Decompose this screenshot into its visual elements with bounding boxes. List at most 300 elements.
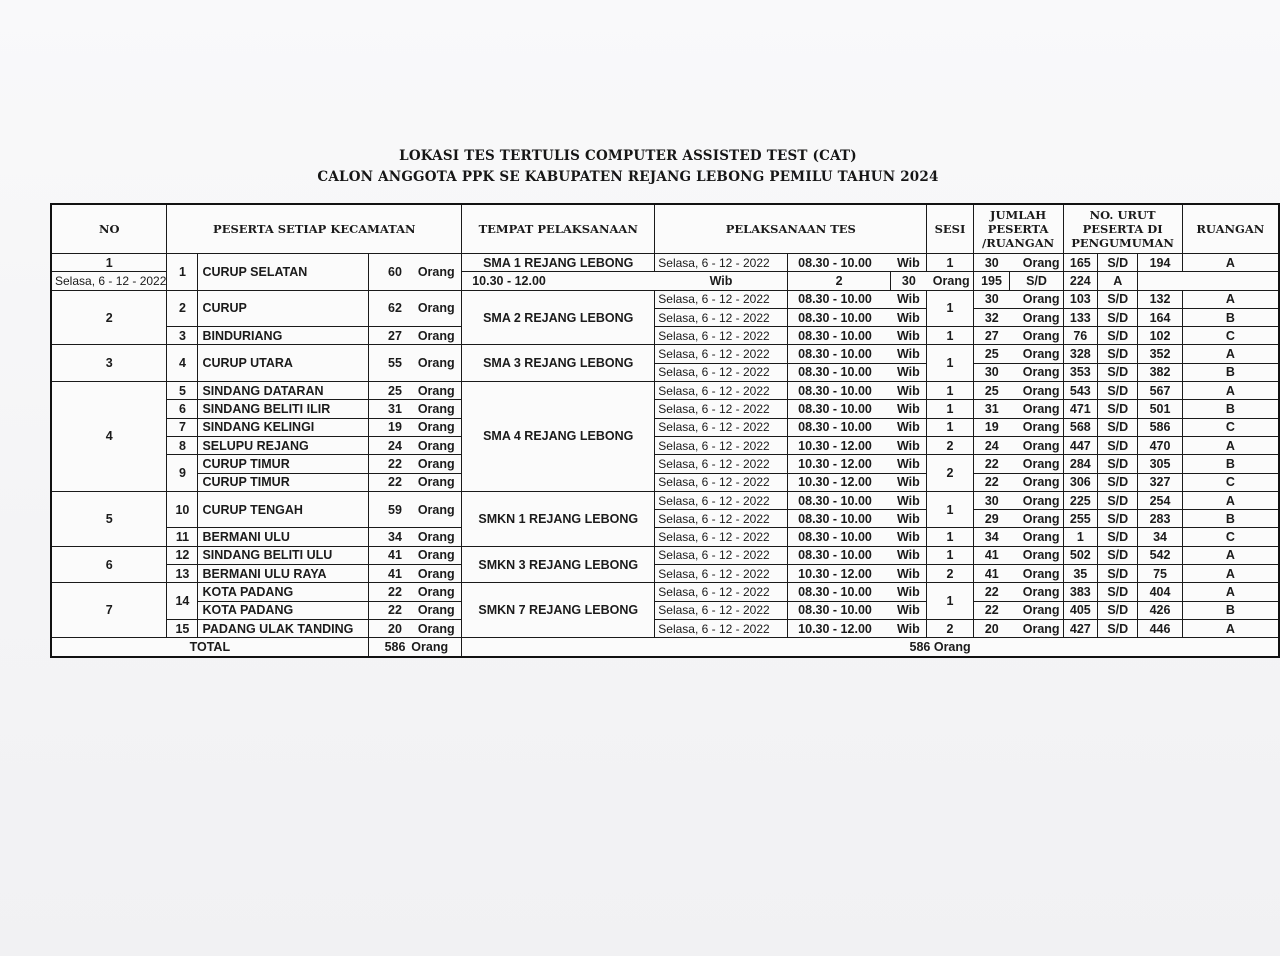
kecamatan-unit: Orang [409,619,461,637]
tempat-pelaksanaan: SMA 1 REJANG LEBONG [462,254,655,272]
table-row [51,565,1279,583]
session-ruangan: A [1182,436,1279,454]
session-date: Selasa, 6 - 12 - 2022 [655,382,788,400]
session-urut-from: 76 [1063,327,1098,345]
kecamatan-name: SINDANG KELINGI [198,418,368,436]
session-unit: Orang [1010,436,1063,454]
session-jumlah: 41 [973,546,1010,564]
session-ruangan: B [1182,308,1279,326]
table-row [51,473,1279,491]
kecamatan-name: SELUPU REJANG [198,436,368,454]
session-time: 08.30 - 10.00 [788,601,891,619]
session-wib: Wib [890,327,926,345]
document-title-line-1: LOKASI TES TERTULIS COMPUTER ASSISTED TEST (CAT) [399,148,857,164]
header-jumlah-line3: /RUANGAN [982,236,1055,250]
session-urut-from: 195 [973,272,1010,290]
kecamatan-no: 4 [167,345,198,382]
session-ruangan: C [1182,418,1279,436]
tempat-pelaksanaan: SMA 3 REJANG LEBONG [462,345,655,382]
kecamatan-unit: Orang [409,601,461,619]
kecamatan-name: KOTA PADANG [198,583,368,601]
session-wib: Wib [890,308,926,326]
kecamatan-name: KOTA PADANG [198,601,368,619]
session-sesi: 1 [927,254,973,272]
session-date: Selasa, 6 - 12 - 2022 [655,290,788,308]
session-ruangan: A [1182,491,1279,509]
session-wib: Wib [890,473,926,491]
kecamatan-no: 7 [167,418,198,436]
kecamatan-count: 24 [368,436,409,454]
session-time: 08.30 - 10.00 [788,327,891,345]
session-time: 10.30 - 12.00 [462,272,655,290]
kecamatan-count: 34 [368,528,409,546]
group-no: 4 [51,382,167,492]
session-date: Selasa, 6 - 12 - 2022 [655,418,788,436]
kecamatan-count: 22 [368,601,409,619]
session-time: 10.30 - 12.00 [788,436,891,454]
session-jumlah: 30 [973,491,1010,509]
session-date: Selasa, 6 - 12 - 2022 [655,528,788,546]
session-unit: Orang [1010,400,1063,418]
table-row [51,583,1279,601]
kecamatan-no: 11 [167,528,198,546]
session-urut-from: 284 [1063,455,1098,473]
session-date: Selasa, 6 - 12 - 2022 [655,254,788,272]
session-date: Selasa, 6 - 12 - 2022 [655,345,788,363]
session-time: 08.30 - 10.00 [788,382,891,400]
session-jumlah: 22 [973,455,1010,473]
session-ruangan: A [1182,382,1279,400]
header-tempat: TEMPAT PELAKSANAAN [462,204,655,254]
kecamatan-no: 1 [167,254,198,291]
table-header-row [51,204,1279,254]
session-sesi: 1 [927,528,973,546]
session-date: Selasa, 6 - 12 - 2022 [655,546,788,564]
kecamatan-unit: Orang [409,473,461,491]
session-urut-to: 34 [1138,528,1182,546]
session-sd: S/D [1098,345,1138,363]
session-sd: S/D [1098,290,1138,308]
session-unit: Orang [1010,455,1063,473]
kecamatan-unit: Orang [409,455,461,473]
session-date: Selasa, 6 - 12 - 2022 [655,400,788,418]
session-unit: Orang [1010,363,1063,381]
kecamatan-count: 22 [368,583,409,601]
session-unit: Orang [1010,418,1063,436]
session-sd: S/D [1098,510,1138,528]
session-urut-to: 446 [1138,619,1182,637]
session-sesi: 1 [927,382,973,400]
session-time: 10.30 - 12.00 [788,473,891,491]
kecamatan-unit: Orang [409,382,461,400]
header-jumlah [973,204,1063,254]
group-no: 1 [51,254,167,272]
session-urut-to: 327 [1138,473,1182,491]
session-ruangan: B [1182,363,1279,381]
tempat-pelaksanaan: SMA 4 REJANG LEBONG [462,382,655,492]
kecamatan-unit: Orang [409,418,461,436]
total-row [51,638,1279,657]
header-sesi: SESI [927,204,973,254]
session-urut-from: 165 [1063,254,1098,272]
header-jumlah-line2: PESERTA [987,222,1049,236]
kecamatan-unit: Orang [409,491,461,528]
group-no: 5 [51,491,167,546]
header-ruangan: RUANGAN [1182,204,1279,254]
session-sd: S/D [1098,418,1138,436]
session-urut-to: 542 [1138,546,1182,564]
total-label: TOTAL [51,638,368,657]
session-urut-from: 383 [1063,583,1098,601]
kecamatan-no: 3 [167,327,198,345]
session-urut-to: 194 [1138,254,1182,272]
session-time: 08.30 - 10.00 [788,546,891,564]
kecamatan-no: 8 [167,436,198,454]
header-jumlah-line1: JUMLAH [990,208,1047,222]
session-urut-to: 470 [1138,436,1182,454]
session-sd: S/D [1098,619,1138,637]
session-urut-to: 382 [1138,363,1182,381]
session-sd: S/D [1098,254,1138,272]
session-jumlah: 20 [973,619,1010,637]
session-sd: S/D [1098,308,1138,326]
kecamatan-name: CURUP TIMUR [198,473,368,491]
session-unit: Orang [1010,491,1063,509]
kecamatan-no: 15 [167,619,198,637]
session-time: 08.30 - 10.00 [788,583,891,601]
session-jumlah: 19 [973,418,1010,436]
session-sd: S/D [1098,382,1138,400]
session-urut-from: 225 [1063,491,1098,509]
session-urut-to: 164 [1138,308,1182,326]
session-date: Selasa, 6 - 12 - 2022 [51,272,167,290]
kecamatan-name: CURUP SELATAN [198,254,368,291]
document-title-line-2: CALON ANGGOTA PPK SE KABUPATEN REJANG LEBONG PEMILU TAHUN 2024 [317,169,939,185]
kecamatan-no: 6 [167,400,198,418]
table-row [51,418,1279,436]
session-time: 08.30 - 10.00 [788,254,891,272]
session-ruangan: A [1098,272,1138,290]
session-sd: S/D [1098,491,1138,509]
session-ruangan: A [1182,254,1279,272]
session-sesi: 2 [927,455,973,492]
session-wib: Wib [890,382,926,400]
session-time: 08.30 - 10.00 [788,491,891,509]
session-ruangan: B [1182,510,1279,528]
session-urut-from: 133 [1063,308,1098,326]
session-urut-from: 103 [1063,290,1098,308]
session-wib: Wib [890,601,926,619]
session-ruangan: C [1182,327,1279,345]
session-wib: Wib [890,436,926,454]
group-no: 2 [51,290,167,345]
session-time: 08.30 - 10.00 [788,363,891,381]
kecamatan-name: CURUP [198,290,368,327]
session-date: Selasa, 6 - 12 - 2022 [655,491,788,509]
group-no: 3 [51,345,167,382]
group-no: 7 [51,583,167,638]
session-urut-from: 35 [1063,565,1098,583]
total-right: 586 Orang [462,638,1279,657]
session-jumlah: 30 [890,272,926,290]
session-unit: Orang [1010,254,1063,272]
session-sesi: 1 [927,400,973,418]
table-row [51,455,1279,473]
kecamatan-unit: Orang [409,327,461,345]
session-time: 08.30 - 10.00 [788,418,891,436]
kecamatan-count: 59 [368,491,409,528]
session-date: Selasa, 6 - 12 - 2022 [655,510,788,528]
session-sd: S/D [1098,528,1138,546]
session-sesi: 1 [927,418,973,436]
session-sesi: 1 [927,327,973,345]
session-wib: Wib [890,418,926,436]
kecamatan-count: 27 [368,327,409,345]
session-unit: Orang [1010,619,1063,637]
session-jumlah: 27 [973,327,1010,345]
tempat-pelaksanaan: SMKN 3 REJANG LEBONG [462,546,655,583]
table-row [51,546,1279,564]
kecamatan-no: 12 [167,546,198,564]
session-sd: S/D [1098,565,1138,583]
session-sd: S/D [1098,436,1138,454]
session-sesi: 1 [927,290,973,327]
tempat-pelaksanaan: SMA 2 REJANG LEBONG [462,290,655,345]
table-body [51,254,1279,657]
kecamatan-count: 55 [368,345,409,382]
session-date: Selasa, 6 - 12 - 2022 [655,327,788,345]
session-ruangan: C [1182,473,1279,491]
session-unit: Orang [1010,345,1063,363]
kecamatan-count: 19 [368,418,409,436]
kecamatan-unit: Orang [409,400,461,418]
session-wib: Wib [890,510,926,528]
session-jumlah: 32 [973,308,1010,326]
kecamatan-unit: Orang [409,345,461,382]
kecamatan-no: 9 [167,455,198,492]
session-jumlah: 30 [973,363,1010,381]
session-sd: S/D [1098,455,1138,473]
session-urut-to: 224 [1063,272,1098,290]
total-count: 586 [368,638,409,657]
session-date: Selasa, 6 - 12 - 2022 [655,308,788,326]
table-row [51,436,1279,454]
session-sd: S/D [1098,473,1138,491]
session-time: 10.30 - 12.00 [788,619,891,637]
kecamatan-unit: Orang [409,565,461,583]
kecamatan-unit: Orang [409,528,461,546]
session-urut-from: 427 [1063,619,1098,637]
session-wib: Wib [890,400,926,418]
session-ruangan: A [1182,546,1279,564]
session-urut-to: 501 [1138,400,1182,418]
kecamatan-unit: Orang [409,290,461,327]
kecamatan-no: 5 [167,382,198,400]
session-jumlah: 24 [973,436,1010,454]
session-unit: Orang [1010,546,1063,564]
kecamatan-unit: Orang [409,546,461,564]
session-sd: S/D [1098,546,1138,564]
kecamatan-name: PADANG ULAK TANDING [198,619,368,637]
kecamatan-name: CURUP TENGAH [198,491,368,528]
kecamatan-name: BINDURIANG [198,327,368,345]
session-urut-to: 102 [1138,327,1182,345]
session-date: Selasa, 6 - 12 - 2022 [655,363,788,381]
kecamatan-name: CURUP UTARA [198,345,368,382]
session-sd: S/D [1098,327,1138,345]
kecamatan-count: 41 [368,546,409,564]
kecamatan-count: 20 [368,619,409,637]
table-row [51,491,1279,509]
kecamatan-name: CURUP TIMUR [198,455,368,473]
session-wib: Wib [890,290,926,308]
kecamatan-count: 41 [368,565,409,583]
kecamatan-count: 25 [368,382,409,400]
session-ruangan: B [1182,601,1279,619]
kecamatan-count: 31 [368,400,409,418]
kecamatan-unit: Orang [409,583,461,601]
session-time: 08.30 - 10.00 [788,510,891,528]
kecamatan-name: BERMANI ULU [198,528,368,546]
session-wib: Wib [890,491,926,509]
session-date: Selasa, 6 - 12 - 2022 [655,455,788,473]
session-urut-to: 283 [1138,510,1182,528]
session-wib: Wib [890,254,926,272]
table-row [51,619,1279,637]
group-no: 6 [51,546,167,583]
session-urut-from: 255 [1063,510,1098,528]
kecamatan-no: 13 [167,565,198,583]
session-jumlah: 31 [973,400,1010,418]
session-unit: Orang [1010,510,1063,528]
session-wib: Wib [890,528,926,546]
kecamatan-count: 60 [368,254,409,291]
session-urut-to: 132 [1138,290,1182,308]
kecamatan-count: 22 [368,473,409,491]
kecamatan-no: 14 [167,583,198,620]
session-jumlah: 25 [973,345,1010,363]
session-urut-from: 353 [1063,363,1098,381]
session-ruangan: A [1182,290,1279,308]
table-row [51,528,1279,546]
session-unit: Orang [1010,528,1063,546]
table-row [51,400,1279,418]
session-jumlah: 29 [973,510,1010,528]
session-urut-to: 404 [1138,583,1182,601]
kecamatan-name: BERMANI ULU RAYA [198,565,368,583]
session-date: Selasa, 6 - 12 - 2022 [655,473,788,491]
session-ruangan: B [1182,400,1279,418]
session-jumlah: 22 [973,473,1010,491]
session-time: 08.30 - 10.00 [788,345,891,363]
header-urut-line1: NO. URUT [1089,208,1156,222]
session-time: 08.30 - 10.00 [788,308,891,326]
session-urut-to: 305 [1138,455,1182,473]
session-date: Selasa, 6 - 12 - 2022 [655,565,788,583]
session-sesi: 2 [788,272,891,290]
session-urut-from: 328 [1063,345,1098,363]
header-urut [1063,204,1182,254]
header-pelaksanaan: PELAKSANAAN TES [655,204,927,254]
kecamatan-count: 62 [368,290,409,327]
session-time: 08.30 - 10.00 [788,290,891,308]
session-sesi: 1 [927,583,973,620]
header-urut-line3: PENGUMUMAN [1071,236,1174,250]
session-unit: Orang [1010,473,1063,491]
session-sd: S/D [1098,400,1138,418]
kecamatan-no: 2 [167,290,198,327]
session-ruangan: A [1182,583,1279,601]
session-ruangan: A [1182,345,1279,363]
session-date: Selasa, 6 - 12 - 2022 [655,601,788,619]
session-urut-to: 75 [1138,565,1182,583]
session-jumlah: 30 [973,254,1010,272]
header-peserta: PESERTA SETIAP KECAMATAN [167,204,462,254]
tempat-pelaksanaan: SMKN 1 REJANG LEBONG [462,491,655,546]
session-ruangan: A [1182,619,1279,637]
session-time: 10.30 - 12.00 [788,565,891,583]
kecamatan-name: SINDANG DATARAN [198,382,368,400]
session-sd: S/D [1010,272,1063,290]
session-urut-from: 502 [1063,546,1098,564]
session-jumlah: 22 [973,601,1010,619]
session-time: 10.30 - 12.00 [788,455,891,473]
session-sd: S/D [1098,601,1138,619]
session-wib: Wib [890,345,926,363]
session-wib: Wib [890,583,926,601]
schedule-table [50,203,1280,658]
session-wib: Wib [890,546,926,564]
session-wib: Wib [890,619,926,637]
kecamatan-name: SINDANG BELITI ILIR [198,400,368,418]
session-ruangan: A [1182,565,1279,583]
session-unit: Orang [927,272,973,290]
session-wib: Wib [890,455,926,473]
session-wib: Wib [890,363,926,381]
session-jumlah: 34 [973,528,1010,546]
session-time: 08.30 - 10.00 [788,528,891,546]
session-urut-to: 567 [1138,382,1182,400]
session-urut-from: 306 [1063,473,1098,491]
session-urut-from: 543 [1063,382,1098,400]
kecamatan-unit: Orang [409,436,461,454]
session-urut-from: 447 [1063,436,1098,454]
kecamatan-count: 22 [368,455,409,473]
table-row [51,254,1279,272]
session-unit: Orang [1010,601,1063,619]
session-unit: Orang [1010,290,1063,308]
table-row [51,345,1279,363]
kecamatan-name: SINDANG BELITI ULU [198,546,368,564]
session-unit: Orang [1010,382,1063,400]
session-ruangan: C [1182,528,1279,546]
session-ruangan: B [1182,455,1279,473]
session-urut-from: 568 [1063,418,1098,436]
session-jumlah: 25 [973,382,1010,400]
session-sesi: 2 [927,436,973,454]
session-jumlah: 41 [973,565,1010,583]
table-row [51,290,1279,308]
session-unit: Orang [1010,583,1063,601]
session-urut-from: 1 [1063,528,1098,546]
session-sesi: 2 [927,619,973,637]
kecamatan-no: 10 [167,491,198,528]
session-sesi: 2 [927,565,973,583]
session-date: Selasa, 6 - 12 - 2022 [655,436,788,454]
session-jumlah: 30 [973,290,1010,308]
tempat-pelaksanaan: SMKN 7 REJANG LEBONG [462,583,655,638]
session-jumlah: 22 [973,583,1010,601]
